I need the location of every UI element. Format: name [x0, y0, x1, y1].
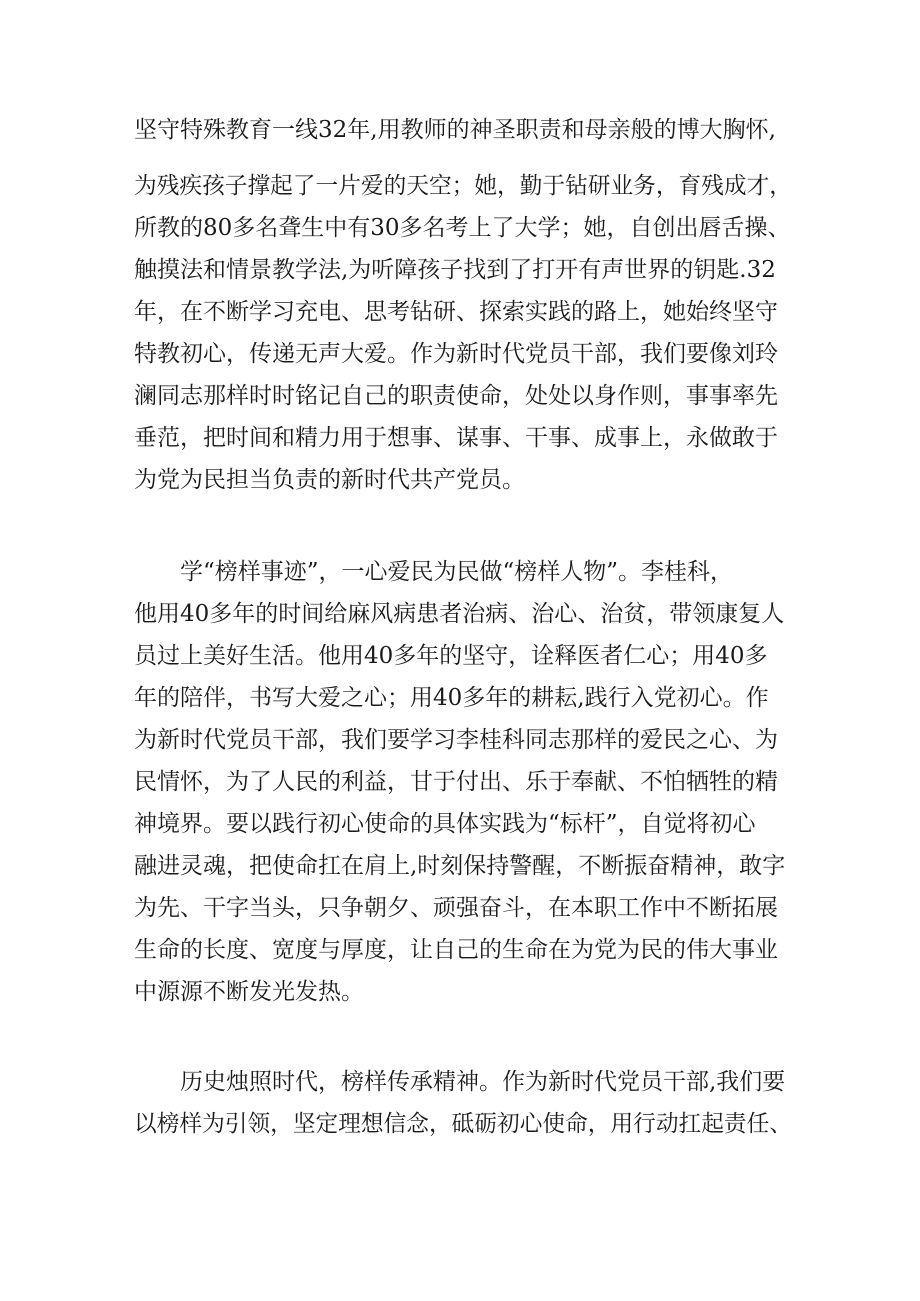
text-line: 融进灵魂，把使命扛在肩上,时刻保持警醒，不断振奋精神，敢字	[134, 853, 786, 879]
text-line: 员过上美好生活。他用40多年的坚守，诠释医者仁心；用40多	[134, 643, 768, 669]
text-line: 所教的80多名聋生中有30多名考上了大学；她，自创出唇舌操、	[134, 215, 791, 241]
text-line: 为残疾孩子撑起了一片爱的天空；她，勤于钻研业务，育残成才，	[134, 173, 792, 199]
text-line: 神境界。要以践行初心使命的具体实践为“标杆”，自觉将初心	[134, 811, 756, 837]
text-line: 年，在不断学习充电、思考钻研、探索实践的路上，她始终坚守	[134, 299, 778, 325]
text-line: 为新时代党员干部，我们要学习李桂科同志那样的爱民之心、为	[134, 727, 778, 753]
text-line: 触摸法和情景教学法,为听障孩子找到了打开有声世界的钥匙.32	[134, 257, 776, 283]
text-line: 以榜样为引领，坚定理想信念，砥砺初心使命，用行动扛起责任、	[134, 1111, 792, 1137]
text-line: 为先、干字当头，只争朝夕、顽强奋斗，在本职工作中不断拓展	[134, 895, 778, 921]
text-line: 他用40多年的时间给麻风病患者治病、治心、治贫，带领康复人	[134, 601, 785, 627]
text-line: 坚守特殊教育一线32年,用教师的神圣职责和母亲般的博大胸怀,	[134, 117, 776, 143]
text-line: 澜同志那样时时铭记自己的职责使命，处处以身作则，事事率先	[134, 383, 778, 409]
text-line: 生命的长度、宽度与厚度，让自己的生命在为党为民的伟大事业	[134, 937, 778, 963]
text-line: 中源源不断发光发热。	[134, 979, 364, 1005]
text-line: 垂范，把时间和精力用于想事、谋事、干事、成事上，永做敢于	[134, 425, 778, 451]
text-line: 为党为民担当负责的新时代共产党员。	[134, 467, 525, 493]
text-line: 民情怀，为了人民的利益，甘于付出、乐于奉献、不怕牺牲的精	[134, 769, 778, 795]
text-line: 学“榜样事迹”，一心爱民为民做“榜样人物”。李桂科，	[180, 559, 734, 585]
text-line: 年的陪伴，书写大爱之心；用40多年的耕耘,践行入党初心。作	[134, 685, 769, 711]
text-line: 历史烛照时代，榜样传承精神。作为新时代党员干部,我们要	[180, 1069, 786, 1095]
text-line: 特教初心，传递无声大爱。作为新时代党员干部，我们要像刘玲	[134, 341, 778, 367]
